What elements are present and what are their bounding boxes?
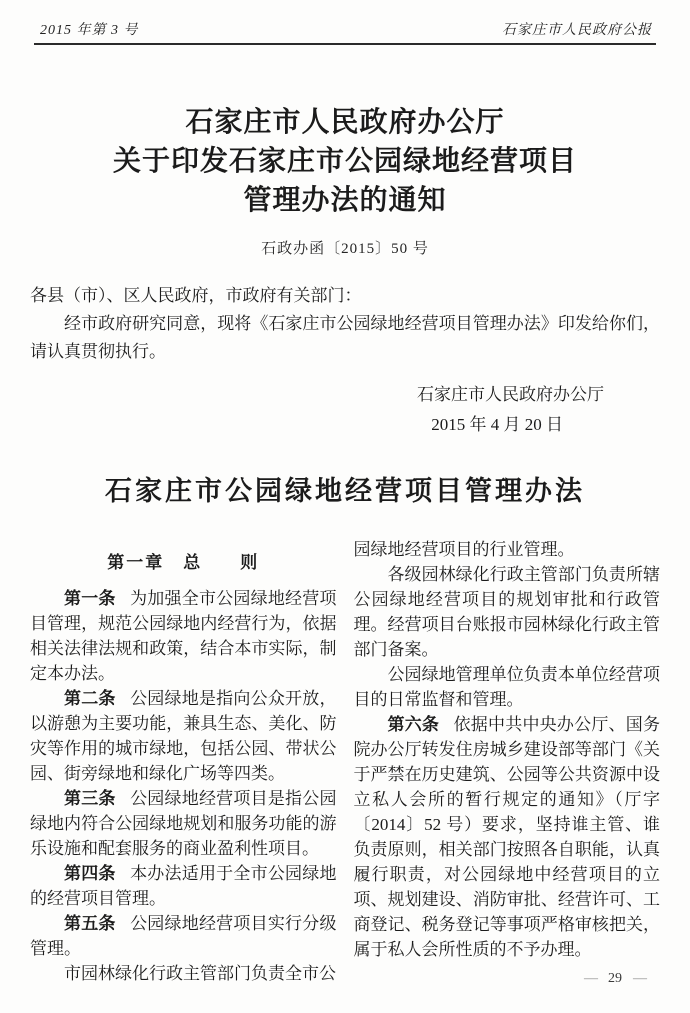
salutation: 各县（市）、区人民政府，市政府有关部门： — [30, 286, 362, 305]
article-4 — [30, 861, 337, 911]
document-number: 石政办函〔2015〕50 号 — [261, 241, 429, 257]
article-5 — [30, 911, 337, 961]
article-3-label: 第三条 — [64, 789, 116, 808]
article-3 — [30, 786, 337, 861]
article-1-label: 第一条 — [64, 589, 116, 608]
article-6-label: 第六条 — [387, 715, 440, 734]
notice-title-line-2: 关于印发石家庄市公园绿地经营项目 — [112, 146, 577, 177]
notice-title-line-1: 石家庄市人民政府办公厅 — [185, 107, 505, 138]
chapter-heading: 第一章 总 则 — [107, 553, 260, 572]
article-2-label: 第二条 — [64, 689, 116, 708]
footer-dash-right: — — [633, 971, 646, 986]
page-number: 29 — [608, 971, 622, 986]
footer-dash-left: — — [584, 971, 597, 986]
article-5-paragraph-4 — [354, 662, 661, 712]
signer-name: 石家庄市人民政府办公厅 — [417, 385, 604, 404]
article-1-text: 为加强全市公园绿地经营项目管理，规范公园绿地内经营行为，依据相关法律法规和政策，结合本市实际，制定本办法。 — [30, 589, 337, 683]
article-6 — [354, 712, 661, 962]
left-column — [30, 537, 337, 986]
header-divider — [34, 43, 656, 45]
article-1 — [30, 586, 337, 686]
article-2-text: 公园绿地是指向公众开放，以游憩为主要功能，兼具生态、美化、防灾等作用的城市绿地，包括公园、带状公园、街旁绿地和绿化广场等四类。 — [30, 689, 337, 783]
article-5-paragraph-3-text: 各级园林绿化行政主管部门负责所辖公园绿地经营项目的规划审批和行政管理。经营项目台账报市园林绿化行政主管部门备案。 — [353, 565, 660, 659]
regulation-title: 石家庄市公园绿地经营项目管理办法 — [105, 476, 585, 506]
article-5-paragraph-2-text: 市园林绿化行政主管部门负责全市公 — [64, 964, 336, 983]
page-header — [0, 0, 690, 39]
article-5-text: 公园绿地经营项目实行分级管理。 — [30, 914, 337, 958]
article-6-text: 依据中共中央办公厅、国务院办公厅转发住房城乡建设部等部门《关于严禁在历史建筑、公园等公共资源中设立私人会所的暂行规定的通知》（厅字〔2014〕52 号）要求，坚持谁主管、谁负责原则，相关部门按照各自职能，认真履行职责，对公园绿地中经营项目的立项、规划建设、消防审批、经营许可、工商登记、税务登记等事项严格审核把关，属于私人会所性质的不予办理。 — [353, 715, 660, 959]
notice-title — [30, 103, 660, 220]
signature-date: 2015 年 4 月 20 日 — [431, 415, 563, 434]
article-5-paragraph-3 — [354, 562, 661, 662]
article-5-paragraph-4-text: 公园绿地管理单位负责本单位经营项目的日常监督和管理。 — [353, 665, 660, 709]
article-3-text: 公园绿地经营项目是指公园绿地内符合公园绿地规划和服务功能的游乐设施和配套服务的商业盈利性项目。 — [30, 789, 337, 858]
gazette-title: 石家庄市人民政府公报 — [502, 23, 652, 38]
article-2 — [30, 686, 337, 786]
notice-section — [0, 103, 690, 436]
article-5-paragraph-2 — [30, 961, 337, 986]
two-column-body — [30, 537, 660, 986]
article-5-label: 第五条 — [64, 914, 116, 933]
notice-text — [30, 282, 660, 436]
article-5-continuation — [354, 537, 661, 562]
right-column — [354, 537, 661, 986]
notice-title-line-3: 管理办法的通知 — [243, 185, 447, 216]
notice-body-paragraph: 经市政府研究同意，现将《石家庄市公园绿地经营项目管理办法》印发给你们，请认真贯彻执行。 — [30, 314, 660, 361]
article-5-continuation-text: 园绿地经营项目的行业管理。 — [353, 540, 575, 559]
article-4-text: 本办法适用于全市公园绿地的经营项目管理。 — [30, 864, 337, 908]
issue-number: 2015 年第 3 号 — [40, 23, 139, 38]
signature-block — [30, 384, 660, 436]
article-4-label: 第四条 — [64, 864, 116, 883]
page-footer — [584, 971, 646, 987]
